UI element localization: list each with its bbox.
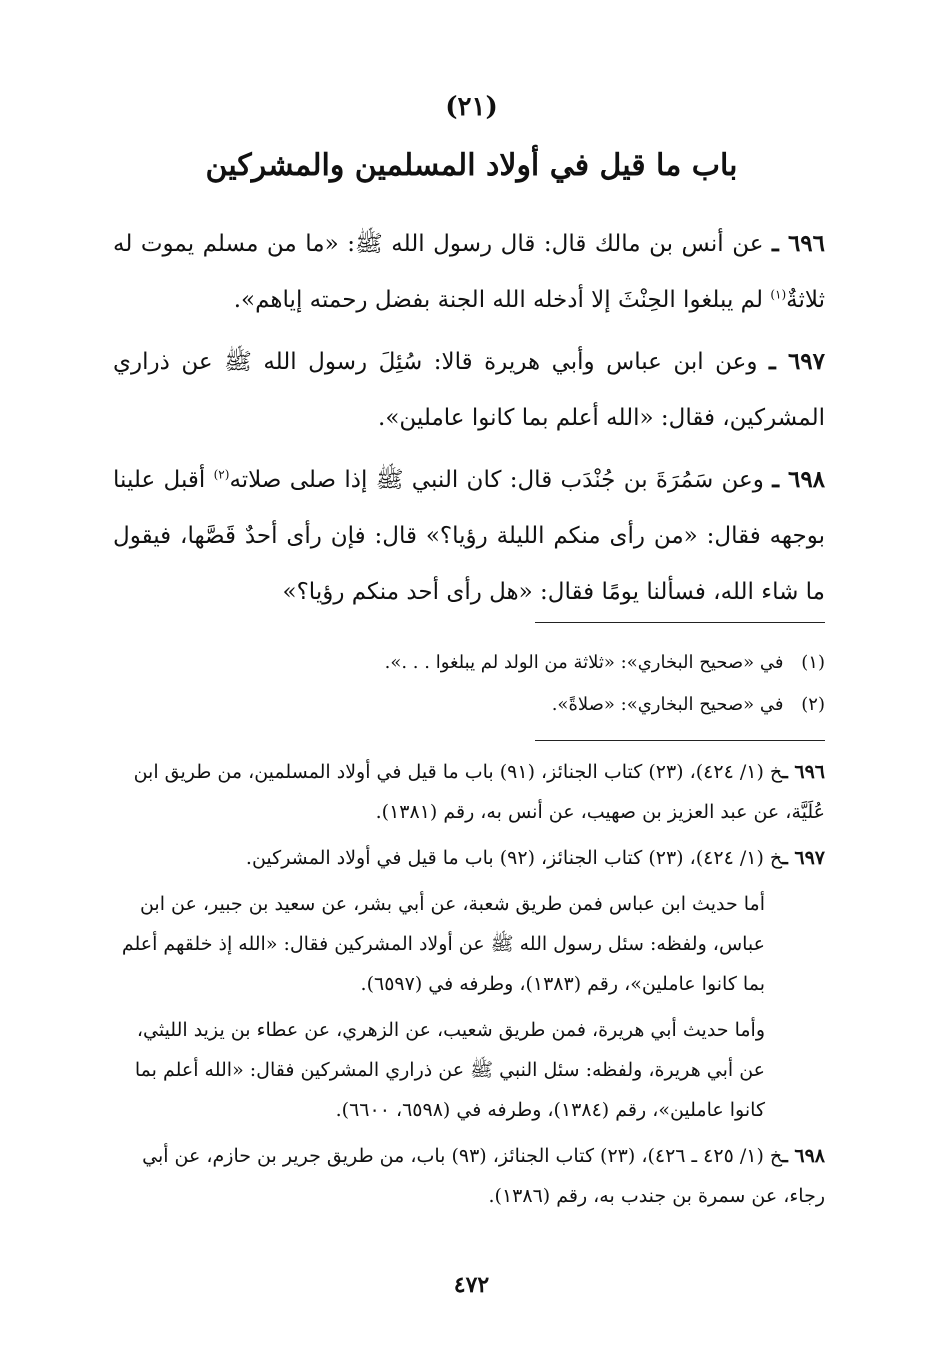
footnote-text: في «صحيح البخاري»: «ثلاثة من الولد لم يبلغوا . . .». xyxy=(384,652,784,673)
chapter-number: (٢١) xyxy=(445,92,498,122)
takhrij-text: خ (١/ ٤٢٤)، (٢٣) كتاب الجنائز، (٩٢) باب ما قيل في أولاد المشركين. xyxy=(245,847,783,869)
main-text xyxy=(113,216,825,626)
takhrij-divider xyxy=(535,740,825,741)
takhrij-696 xyxy=(113,752,825,832)
footnote-ref: (٢) xyxy=(213,467,230,482)
takhrij-number: ٦٩٨ ـ xyxy=(782,1145,825,1167)
takhrij-number: ٦٩٦ ـ xyxy=(782,761,825,783)
chapter-title: باب ما قيل في أولاد المسلمين والمشركين xyxy=(205,148,738,183)
hadith-text: وعن سَمُرَةَ بن جُنْدَب قال: كان النبي ﷺ إذا صلى صلاته xyxy=(229,467,764,493)
takhrij-section xyxy=(113,752,825,1222)
takhrij-697 xyxy=(113,838,825,878)
footnote-number: (١) xyxy=(801,652,825,673)
footnote-2 xyxy=(113,684,825,726)
hadith-text: لم يبلغوا الحِنْثَ إلا أدخله الله الجنة بفضل رحمته إياهم». xyxy=(233,287,771,313)
hadith-text: وعن ابن عباس وأبي هريرة قالا: سُئِلَ رسول الله ﷺ عن ذراري المشركين، فقال: «الله أعلم بما كانوا عاملين». xyxy=(113,349,825,431)
hadith-696 xyxy=(113,216,825,328)
hadith-698 xyxy=(113,452,825,620)
takhrij-text: خ (١/ ٤٢٤)، (٢٣) كتاب الجنائز، (٩١) باب ما قيل في أولاد المسلمين، من طريق ابن عُلَيَّة، عن عبد العزيز بن صهيب، عن أنس به، رقم (١٣٨١). xyxy=(133,761,825,823)
footnote-text: في «صحيح البخاري»: «صلاةً». xyxy=(551,694,784,715)
footnote-divider xyxy=(535,622,825,623)
footnote-ref: (١) xyxy=(770,287,787,302)
takhrij-number: ٦٩٧ ـ xyxy=(782,847,825,869)
hadith-number: ٦٩٨ ـ xyxy=(772,466,826,493)
takhrij-697-abu-hurayra: وأما حديث أبي هريرة، فمن طريق شعيب، عن الزهري، عن عطاء بن يزيد الليثي، عن أبي هريرة، ولفظه: سئل النبي ﷺ عن ذراري المشركين فقال: «الله أعلم بما كانوا عاملين»، رقم (١٣٨٤)، وطرفه في (٦٥٩٨، ٦٦٠٠). xyxy=(134,1019,765,1121)
hadith-697 xyxy=(113,334,825,446)
hadith-number: ٦٩٧ ـ xyxy=(769,348,825,375)
footnotes xyxy=(113,642,825,726)
takhrij-text: خ (١/ ٤٢٥ ـ ٤٢٦)، (٢٣) كتاب الجنائز، (٩٣) باب، من طريق جرير بن حازم، عن أبي رجاء، عن سمرة بن جندب به، رقم (١٣٨٦). xyxy=(142,1145,825,1207)
hadith-text: عن أنس بن مالك قال: قال رسول الله ﷺ: «ما من مسلم يموت له ثلاثةٌ xyxy=(113,231,825,313)
footnote-1 xyxy=(113,642,825,684)
takhrij-698 xyxy=(113,1136,825,1216)
footnote-number: (٢) xyxy=(801,694,825,715)
hadith-number: ٦٩٦ ـ xyxy=(771,230,825,257)
page-number: ٤٧٢ xyxy=(453,1272,490,1298)
takhrij-697-ibn-abbas: أما حديث ابن عباس فمن طريق شعبة، عن أبي بشر، عن سعيد بن جبير، عن ابن عباس، ولفظه: سئل رسول الله ﷺ عن أولاد المشركين فقال: «الله إذ خلقهم أعلم بما كانوا عاملين»، رقم (١٣٨٣)، وطرفه في (٦٥٩٧). xyxy=(121,893,765,995)
hadith-text: أقبل علينا بوجهه فقال: «من رأى منكم الليلة رؤيا؟» قال: فإن رأى أحدٌ قَصَّها، فيقول ما شاء الله، فسألنا يومًا فقال: «هل رأى أحد منكم رؤيا؟» xyxy=(113,467,825,605)
